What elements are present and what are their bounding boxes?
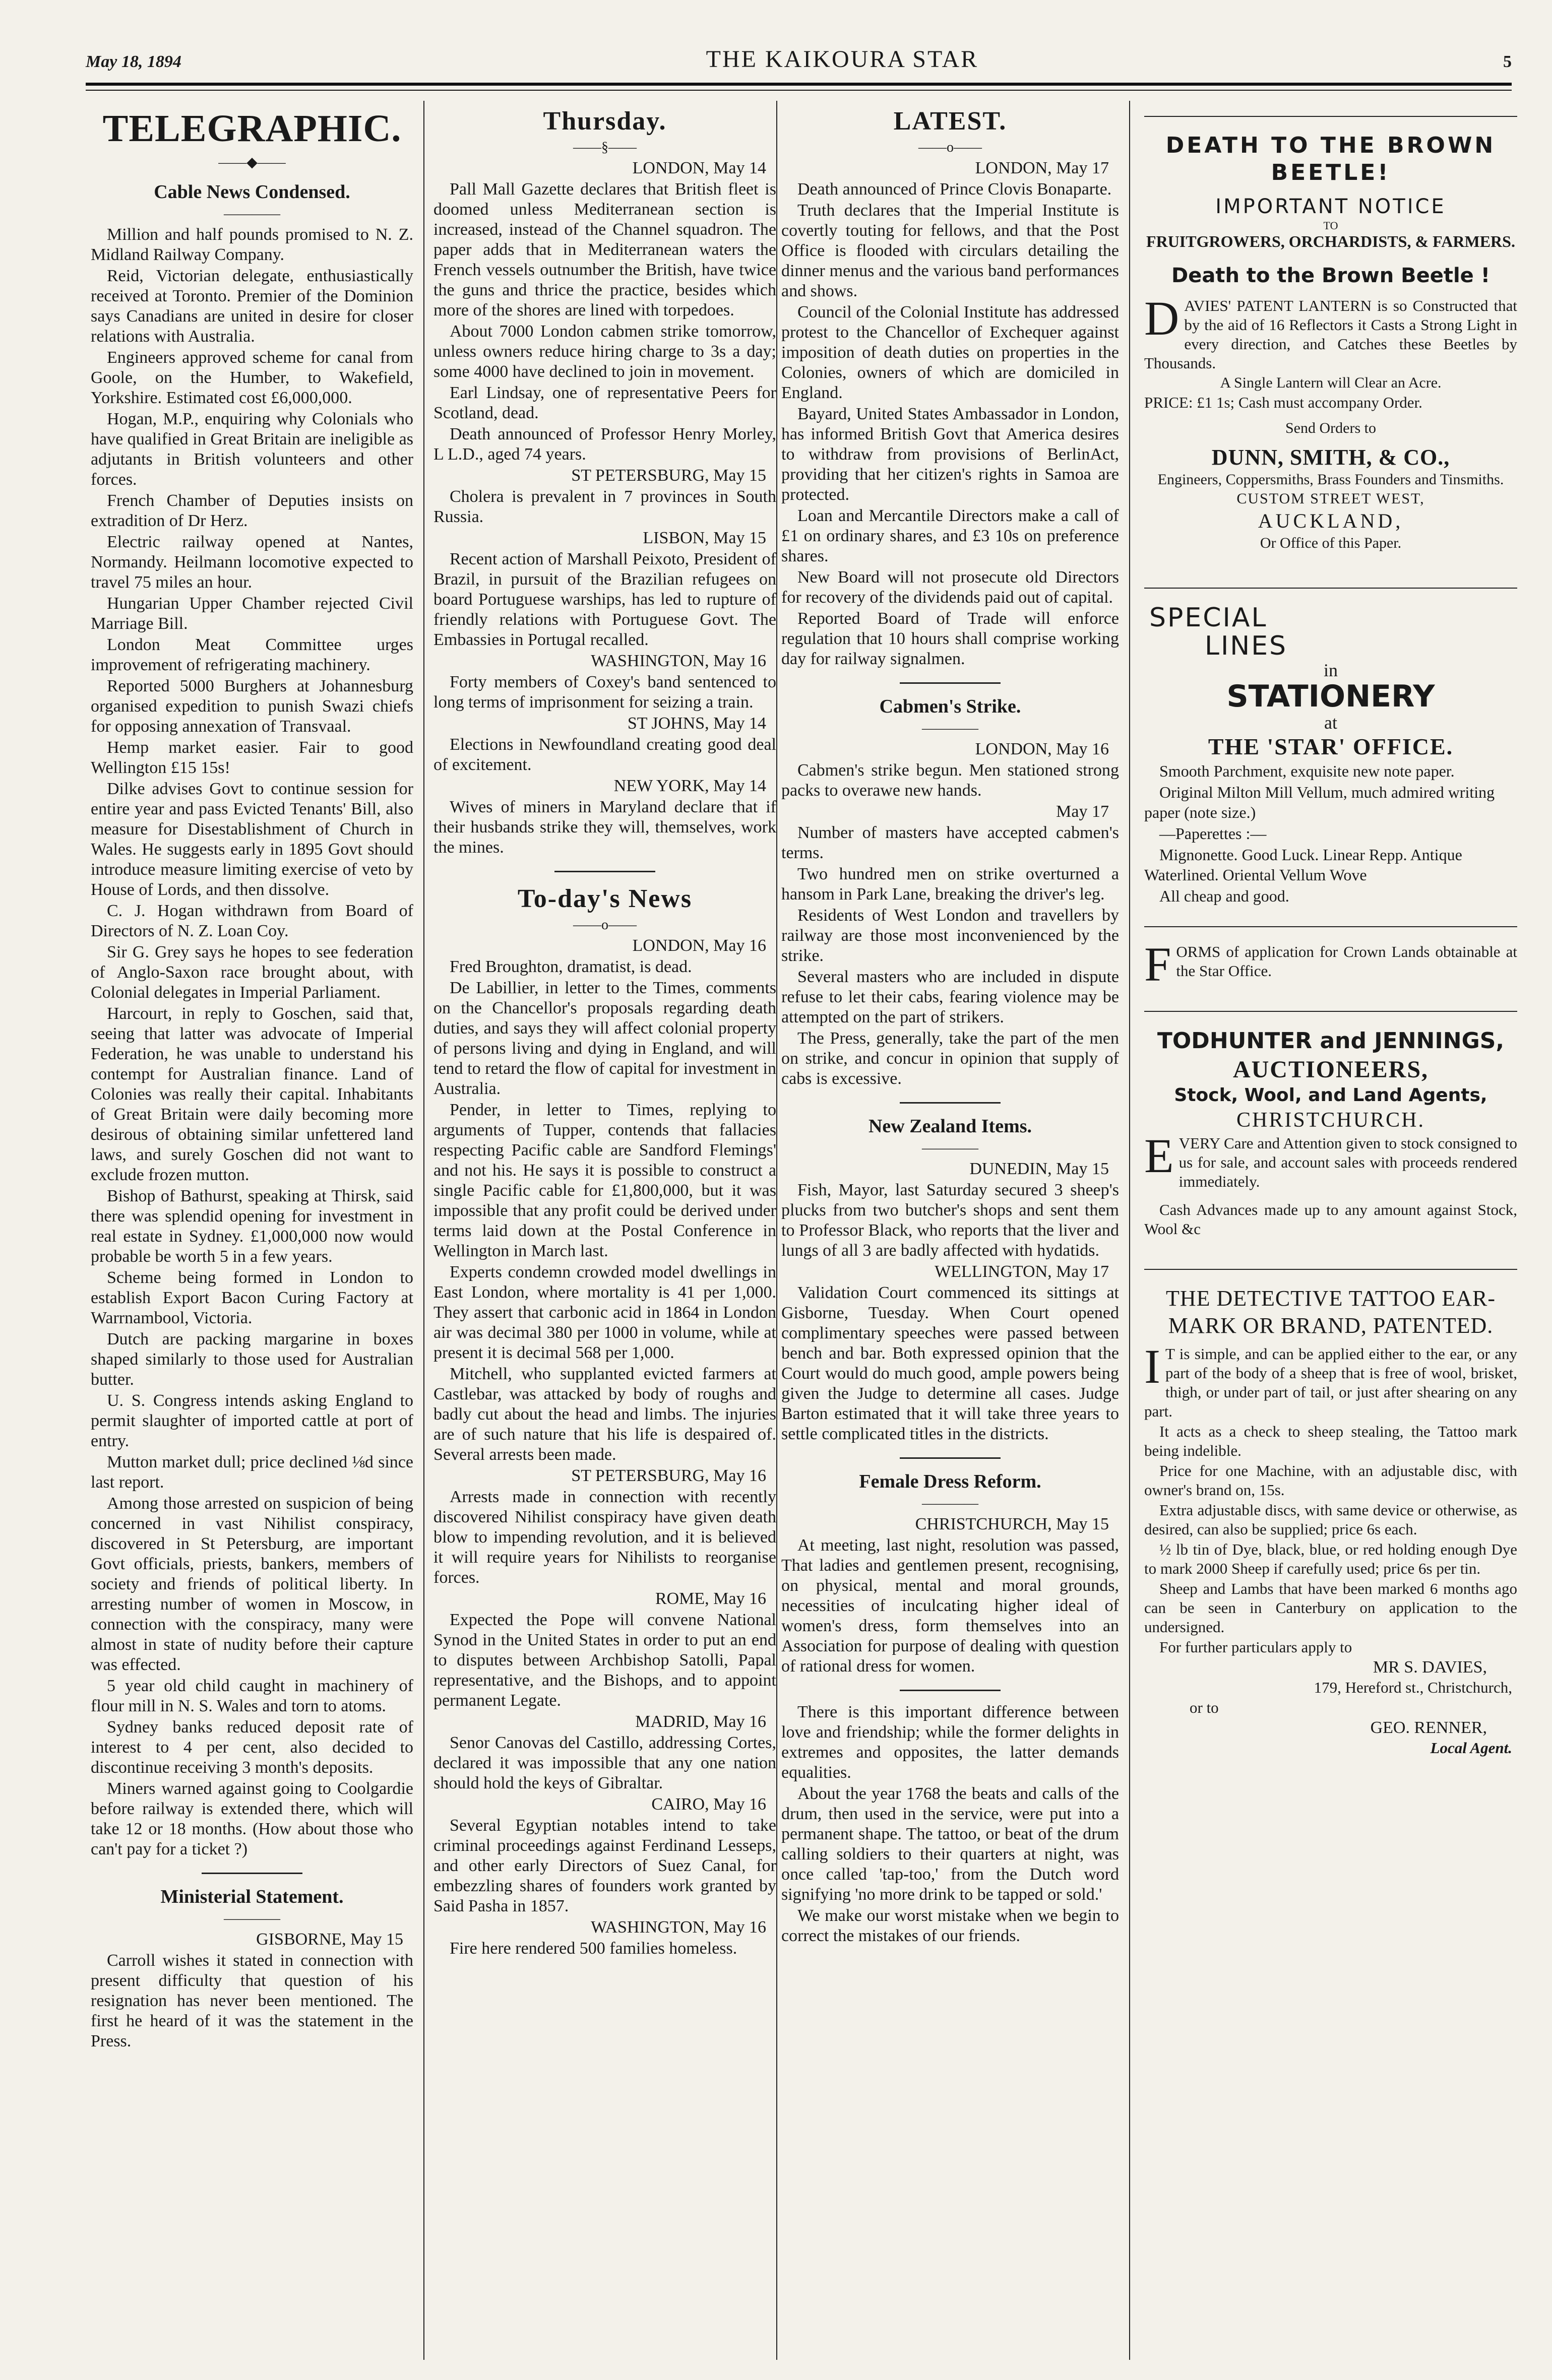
ad-body-text: AVIES' PATENT LANTERN is so Constructed that by the aid of 16 Reflectors it Casts a Strong Light in every direction, and Catches these Beetles by Thousands. <box>1144 297 1517 372</box>
ad-agents: Stock, Wool, and Land Agents, <box>1174 1085 1487 1106</box>
section-heading-telegraphic: TELEGRAPHIC. <box>102 107 402 150</box>
ad-line: A Single Lantern will Clear an Acre. <box>1220 374 1442 391</box>
article-paragraph: Truth declares that the Imperial Institute is covertly touting for fellows, and that the Post Office is flooded with circulars detailing the dinner menus and the various band performances and shows. <box>781 201 1119 300</box>
ad-body-text: VERY Care and Attention given to stock consigned to us for sale, and account sales with proceeds rendered immediately. <box>1178 1134 1517 1190</box>
article-paragraph: Reported 5000 Burghers at Johannesburg organised expedition to punish Swazi chiefs for opposing annexation of Transvaal. <box>91 677 413 736</box>
ad-rule <box>1144 926 1517 927</box>
article-paragraph: Residents of West London and travellers by railway are those most inconvenienced by the strike. <box>781 906 1119 965</box>
article-paragraph: We make our worst mistake when we begin to correct the mistakes of our friends. <box>781 1906 1119 1945</box>
stationery-items <box>1144 761 1517 906</box>
ad-beetle-body <box>1144 291 1517 373</box>
dateline: LONDON, May 14 <box>632 159 766 177</box>
article-paragraph: Electric railway opened at Nantes, Normandy. Heilmann locomotive expected to travel 75 miles an hour. <box>91 533 413 592</box>
ad-contact-name: MR S. DAVIES, <box>1373 1658 1487 1677</box>
ad-beetle-headline: Death to the Brown Beetle ! <box>1171 264 1490 287</box>
ad-beetle-title: DEATH TO THE BROWN BEETLE! <box>1165 133 1496 185</box>
column-latest <box>781 101 1119 2365</box>
ad-crown-lands <box>1144 937 1517 991</box>
newspaper-title: THE KAIKOURA STAR <box>706 46 979 73</box>
article-paragraph: Forty members of Coxey's band sentenced to long terms of imprisonment for seizing a train. <box>433 673 776 712</box>
ad-in: in <box>1323 660 1338 680</box>
ad-important-notice: IMPORTANT NOTICE <box>1215 195 1446 218</box>
ad-audience: FRUITGROWERS, ORCHARDISTS, & FARMERS. <box>1146 232 1515 250</box>
section-heading-latest: LATEST. <box>893 107 1007 136</box>
ornament-divider: ———— <box>922 1140 978 1156</box>
ad-tattoo-p: Sheep and Lambs that have been marked 6 months ago can be seen in Canterbury on application to the undersigned. <box>1144 1580 1517 1636</box>
section-rule <box>900 1457 1001 1459</box>
article-paragraph: London Meat Committee urges improvement of refrigerating machinery. <box>91 635 413 674</box>
masthead-rule <box>86 90 1512 91</box>
ad-tattoo-body <box>1144 1339 1517 1421</box>
subheading-cabmen: Cabmen's Strike. <box>879 696 1021 717</box>
ad-send: Send Orders to <box>1285 420 1376 436</box>
ad-tattoo-p: ½ lb tin of Dye, black, blue, or red holding enough Dye to mark 2000 Sheep if carefully used; price 6s per tin. <box>1144 1540 1517 1577</box>
drop-cap: F <box>1144 937 1171 991</box>
ad-special: SPECIAL <box>1149 603 1268 633</box>
masthead <box>86 45 1512 86</box>
article-paragraph: New Board will not prosecute old Directors for recovery of the dividends paid out of capital. <box>781 568 1119 607</box>
subheading-female-dress: Female Dress Reform. <box>859 1471 1041 1492</box>
ornament-divider: ——o—— <box>918 140 982 155</box>
stationery-item: All cheap and good. <box>1159 887 1289 905</box>
stationery-item: Original Milton Mill Vellum, much admired writing paper (note size.) <box>1144 783 1495 821</box>
column-divider <box>1129 101 1130 2360</box>
article-paragraph: Mitchell, who supplanted evicted farmers at Castlebar, was attacked by body of roughs and badly cut about the head and limbs. The injuries are of such nature that his life is despaired of. Several arrests been made. <box>433 1365 776 1464</box>
article-paragraph: Among those arrested on suspicion of being concerned in vast Nihilist conspiracy, discovered in St Petersburg, are important Govt officials, priests, bankers, members of society and friends of political liberty. In arresting number of women in Moscow, in connection with the conspiracy, many were almost in state of nudity before their capture was effected. <box>91 1494 413 1674</box>
article-paragraph: There is this important difference between love and friendship; while the former delights in extremes and opposites, the latter demands equalities. <box>781 1703 1119 1782</box>
dateline: WASHINGTON, May 16 <box>591 652 766 670</box>
page-number: 5 <box>1503 52 1512 71</box>
ad-stationery: STATIONERY <box>1226 679 1435 714</box>
telegraphic-items <box>91 225 413 1859</box>
ad-tattoo-p: Price for one Machine, with an adjustable disc, with owner's brand on, 15s. <box>1144 1462 1517 1499</box>
dateline: LONDON, May 16 <box>975 740 1109 758</box>
article-paragraph: Miners warned against going to Coolgardie before railway is extended there, which will take 12 or 18 months. (How about those who can't pay for a ticket ?) <box>91 1779 413 1858</box>
ornament-divider: ——§—— <box>573 140 637 155</box>
article-paragraph: Number of masters have accepted cabmen's terms. <box>781 823 1119 862</box>
drop-cap: I <box>1144 1339 1160 1393</box>
article-paragraph: Death announced of Professor Henry Morley, L L.D., aged 74 years. <box>433 425 776 464</box>
ad-tattoo-title: THE DETECTIVE TATTOO EAR-MARK OR BRAND, PATENTED. <box>1165 1286 1496 1338</box>
ad-tattoo-p: Extra adjustable discs, with same device or otherwise, as desired, can also be supplied; price 6s each. <box>1144 1501 1517 1538</box>
stationery-item: Smooth Parchment, exquisite new note paper. <box>1159 762 1455 780</box>
article-paragraph: C. J. Hogan withdrawn from Board of Directors of N. Z. Loan Coy. <box>91 902 413 940</box>
article-paragraph: Fred Broughton, dramatist, is dead. <box>450 957 692 976</box>
article-paragraph: About the year 1768 the beats and calls of the drum, then used in the service, were put into a permanent shape. The tattoo, or beat of the drum calling soldiers to their quarters at night, was once called 'tap-too,' from the Dutch word signifying 'no more drink to be tapped or sold.' <box>781 1784 1119 1904</box>
dateline: WASHINGTON, May 16 <box>591 1918 766 1937</box>
article-paragraph: Several masters who are included in dispute refuse to let their cabs, fearing violence may be attempted on the part of strikers. <box>781 968 1119 1026</box>
section-rule <box>202 1873 302 1874</box>
ad-todhunter-name: TODHUNTER and JENNINGS, <box>1157 1028 1505 1054</box>
article-paragraph: Dutch are packing margarine in boxes shaped similarly to those used for Australian butter. <box>91 1330 413 1389</box>
dateline: CHRISTCHURCH, May 15 <box>915 1515 1109 1533</box>
article-paragraph: Pender, in letter to Times, replying to arguments of Tupper, contends that fallacies respecting Pacific cable are Sandford Flemings' and not his. He says it is possible to construct a single Pacific cable for £1,800,000, but it was impossible that any profit could be derived under terms laid down at the Postal Conference in Wellington in March last. <box>433 1101 776 1260</box>
article-paragraph: Fire here rendered 500 families homeless. <box>450 1939 737 1958</box>
article-paragraph: French Chamber of Deputies insists on extradition of Dr Herz. <box>91 491 413 530</box>
subheading-ministerial: Ministerial Statement. <box>160 1886 344 1907</box>
column-divider <box>423 101 424 2360</box>
stationery-item: —Paperettes :— <box>1159 824 1267 843</box>
article-paragraph: Scheme being formed in London to establish Export Bacon Curing Factory at Warrnambool, Victoria. <box>91 1268 413 1327</box>
ad-office: Or Office of this Paper. <box>1260 535 1402 551</box>
ornament-divider: ———— <box>922 721 978 736</box>
dateline: LONDON, May 17 <box>975 159 1109 177</box>
article-paragraph: De Labillier, in letter to the Times, comments on the Chancellor's proposals regarding death duties, and says they will affect colonial property of persons living and dying in England, and will tend to retard the flow of capital for investment in Australia. <box>433 979 776 1098</box>
article-paragraph: Two hundred men on strike overturned a hansom in Park Lane, breaking the driver's leg. <box>781 865 1119 904</box>
section-rule <box>900 682 1001 684</box>
subheading-nz-items: New Zealand Items. <box>868 1116 1032 1137</box>
article-paragraph: Arrests made in connection with recently discovered Nihilist conspiracy have given death blow to impending revolution, and it is believed it will require years for Nihilists to reorganise forces. <box>433 1488 776 1587</box>
ad-agent-name: GEO. RENNER, <box>1370 1718 1487 1737</box>
article-paragraph: Council of the Colonial Institute has addressed protest to the Chancellor of Exchequer against imposition of death duties on properties in the Colonies, owners of which are domiciled in England. <box>781 303 1119 402</box>
article-paragraph: Recent action of Marshall Peixoto, President of Brazil, in pursuit of the Brazilian refugees on board Portuguese warships, has led to rupture of friendly relations with Portuguese Govt. The Embassies in Portugal recalled. <box>433 550 776 649</box>
column-telegraphic <box>91 101 413 2365</box>
article-paragraph: Million and half pounds promised to N. Z. Midland Railway Company. <box>91 225 413 264</box>
dateline: DUNEDIN, May 15 <box>969 1160 1109 1178</box>
article-paragraph: Cabmen's strike begun. Men stationed strong packs to overawe new hands. <box>781 761 1119 800</box>
article-paragraph: Earl Lindsay, one of representative Peers for Scotland, dead. <box>433 383 776 422</box>
ad-contact-address: 179, Hereford st., Christchurch, <box>1314 1679 1512 1696</box>
column-thursday <box>433 101 776 2365</box>
article-paragraph: Experts condemn crowded model dwellings in East London, where mortality is 41 per 1,000. They assert that carbonic acid in 1864 in London air was decimal 380 per 1000 in volume, while at present it is decimal 568 per 1,000. <box>433 1263 776 1362</box>
article-paragraph: 5 year old child caught in machinery of flour mill in N. S. Wales and torn to atoms. <box>91 1677 413 1715</box>
ad-or: or to <box>1190 1699 1219 1716</box>
latest-items <box>781 158 1119 669</box>
article-paragraph: Loan and Mercantile Directors make a call of £1 on ordinary shares, and £3 10s on preference shares. <box>781 506 1119 565</box>
ad-city: AUCKLAND, <box>1258 509 1404 532</box>
article-paragraph: Dilke advises Govt to continue session for entire year and pass Evicted Tenants' Bill, also measure for Disestablishment of Church in Wales. He suggests early in 1895 Govt should introduce measure limiting exercise of veto by House of Lords, and then dissolve. <box>91 780 413 899</box>
dateline: LISBON, May 15 <box>643 529 766 547</box>
article-paragraph: Death announced of Prince Clovis Bonaparte. <box>797 180 1112 199</box>
section-rule <box>900 1690 1001 1691</box>
dateline: ST PETERSBURG, May 15 <box>571 466 766 485</box>
nz-items <box>781 1159 1119 1444</box>
drop-cap: E <box>1144 1129 1174 1183</box>
issue-date: May 18, 1894 <box>86 52 181 71</box>
section-heading-thursday: Thursday. <box>543 107 667 136</box>
dateline: GISBORNE, May 15 <box>256 1930 403 1949</box>
ad-rule <box>1144 1011 1517 1012</box>
article-paragraph: Hungarian Upper Chamber rejected Civil Marriage Bill. <box>91 594 413 633</box>
article-paragraph: At meeting, last night, resolution was passed, That ladies and gentlemen present, recognising, on physical, mental and moral grounds, necessities of inculcating higher ideal of women's dress, form themselves into an Association for purpose of dealing with question of rational dress for women. <box>781 1536 1119 1676</box>
miscellany-items <box>781 1702 1119 1946</box>
ad-lines: LINES <box>1205 631 1288 661</box>
article-paragraph: Carroll wishes it stated in connection with present difficulty that question of his resignation has never been mentioned. The first he heard of it was the statement in the Press. <box>91 1951 413 2050</box>
article-paragraph: Elections in Newfoundland creating good deal of excitement. <box>433 735 776 774</box>
ad-rule <box>1144 116 1517 117</box>
article-paragraph: Sir G. Grey says he hopes to see federation of Anglo-Saxon race brought about, with Colonial delegates in Imperial Parliament. <box>91 943 413 1002</box>
column-divider <box>776 101 777 2360</box>
ornament-divider: ———— <box>224 206 280 222</box>
article-paragraph: Wives of miners in Maryland declare that if their husbands strike they will, themselves, work the mines. <box>433 798 776 857</box>
dateline: LONDON, May 16 <box>632 936 766 955</box>
dateline: MADRID, May 16 <box>635 1712 766 1731</box>
article-paragraph: Mutton market dull; price declined ⅛d since last report. <box>91 1453 413 1492</box>
article-paragraph: Validation Court commenced its sittings at Gisborne, Tuesday. When Court opened complimentary speeches were passed between bench and bar. Both expressed opinion that the Court would do much good, ample powers being given the Judge to determine all cases. Judge Barton estimated that it will take three years to settle complicated titles in the districts. <box>781 1283 1119 1443</box>
article-paragraph: U. S. Congress intends asking England to permit slaughter of imported cattle at port of entry. <box>91 1391 413 1450</box>
ad-address: CUSTOM STREET WEST, <box>1236 490 1425 507</box>
ad-rule <box>1144 1269 1517 1270</box>
ad-trade: Engineers, Coppersmiths, Brass Founders and Tinsmiths. <box>1157 471 1504 488</box>
ad-price: PRICE: £1 1s; Cash must accompany Order. <box>1144 394 1422 411</box>
section-heading-todays-news: To-day's News <box>517 884 693 913</box>
ad-firm-name: DUNN, SMITH, & CO., <box>1211 445 1450 470</box>
article-paragraph: Hogan, M.P., enquiring why Colonials who have qualified in Great Britain are ineligible as adjutants in British volunteers and other forces. <box>91 410 413 489</box>
ad-tattoo-p: For further particulars apply to <box>1159 1638 1352 1656</box>
article-paragraph: Engineers approved scheme for canal from Goole, on the Humber, to Wakefield, Yorkshire. Estimated cost £6,000,000. <box>91 348 413 407</box>
article-paragraph: Expected the Pope will convene National Synod in the United States in order to put an end to disputes between Archbishop Satolli, Papal representative, and the Bishops, and to appoint permanent Legate. <box>433 1611 776 1710</box>
ad-star-office: THE 'STAR' OFFICE. <box>1208 734 1454 759</box>
article-paragraph: Sydney banks reduced deposit rate of interest to 4 per cent, also decided to discontinue receiving 3 month's deposits. <box>91 1718 413 1777</box>
ornament-divider: ———— <box>224 1911 280 1926</box>
ad-body-text: ORMS of application for Crown Lands obtainable at the Star Office. <box>1176 943 1517 980</box>
article-paragraph: Bayard, United States Ambassador in London, has informed British Govt that America desires to withdraw from provisions of BerlinAct, providing that her citizen's rights in Samoa are protected. <box>781 405 1119 504</box>
ad-tattoo-p: It acts as a check to sheep stealing, the Tattoo mark being indelible. <box>1144 1423 1517 1459</box>
ornament-divider: ——◆—— <box>218 155 286 170</box>
ornament-divider: ———— <box>922 1496 978 1511</box>
ad-agent-role: Local Agent. <box>1430 1739 1512 1757</box>
article-paragraph: Several Egyptian notables intend to take criminal proceedings against Ferdinand Lesseps, and other early Directors of Suez Canal, for embezzling shares of founders work granted by Said Pasha in 1857. <box>433 1816 776 1915</box>
ad-cash-advances: Cash Advances made up to any amount against Stock, Wool &c <box>1144 1201 1517 1238</box>
drop-cap: D <box>1144 291 1179 345</box>
stationery-item: Mignonette. Good Luck. Linear Repp. Antique Waterlined. Oriental Vellum Wove <box>1144 846 1462 884</box>
column-advertisements <box>1144 101 1517 2365</box>
article-paragraph: Bishop of Bathurst, speaking at Thirsk, said there was splendid opening for investment in real estate in Sydney. £1,000,000 now would probable be worth 5 in a few years. <box>91 1187 413 1266</box>
section-rule <box>900 1102 1001 1104</box>
ad-at: at <box>1324 713 1337 733</box>
section-rule <box>554 871 655 872</box>
thursday-items <box>433 158 776 858</box>
cabmen-items <box>781 739 1119 1089</box>
ad-auctioneers: AUCTIONEERS, <box>1232 1056 1429 1083</box>
subheading-cable-news: Cable News Condensed. <box>154 181 350 203</box>
article-paragraph: Pall Mall Gazette declares that British fleet is doomed unless Mediterranean section is increased, instead of the Channel squadron. The paper adds that in Mediterranean waters the French vessels outnumber the British, have twice the guns and thrice the practice, besides which more of the shores are lined with torpedoes. <box>433 180 776 319</box>
article-paragraph: Reid, Victorian delegate, enthusiastically received at Toronto. Premier of the Dominion says Canadians are united in desire for closer relations with Australia. <box>91 267 413 346</box>
dateline: ROME, May 16 <box>655 1589 766 1608</box>
dateline: CAIRO, May 16 <box>651 1795 766 1814</box>
dateline: ST PETERSBURG, May 16 <box>571 1466 766 1485</box>
article-paragraph: Hemp market easier. Fair to good Wellington £15 15s! <box>91 738 413 777</box>
dateline: ST JOHNS, May 14 <box>627 714 766 733</box>
ad-body-text: T is simple, and can be applied either to the ear, or any part of the body of a sheep that is free of wool, brisket, thigh, or under part of tail, or just after shearing on any part. <box>1144 1345 1517 1420</box>
article-paragraph: Reported Board of Trade will enforce regulation that 10 hours shall comprise working day for railway signalmen. <box>781 609 1119 668</box>
article-paragraph: Cholera is prevalent in 7 provinces in South Russia. <box>433 487 776 526</box>
article-paragraph: The Press, generally, take the part of the men on strike, and concur in opinion that supply of cabs is excessive. <box>781 1029 1119 1088</box>
dateline: May 17 <box>1056 802 1109 821</box>
article-paragraph: Harcourt, in reply to Goschen, said that, seeing that latter was advocate of Imperial Federation, he was unable to understand his contempt for Australian finance. Land of Colonies was really their capital. Inhabitants of Great Britain were daily becoming more desirous of obtaining similar unfettered land laws, and surely Goschen did not want to exclude frozen mutton. <box>91 1004 413 1184</box>
ad-rule <box>1144 588 1517 589</box>
ad-todhunter-body <box>1144 1129 1517 1191</box>
dateline: WELLINGTON, May 17 <box>935 1262 1109 1281</box>
article-paragraph: Senor Canovas del Castillo, addressing Cortes, declared it was impossible that any one nation should hold the keys of Gibraltar. <box>433 1733 776 1792</box>
ad-city: CHRISTCHURCH. <box>1236 1109 1425 1132</box>
ad-to: TO <box>1323 219 1338 232</box>
article-paragraph: Fish, Mayor, last Saturday secured 3 sheep's plucks from two butcher's shops and sent them to Professor Black, who reports that the liver and lungs of all 3 are badly affected with hydatids. <box>781 1181 1119 1260</box>
dateline: NEW YORK, May 14 <box>613 777 766 795</box>
ornament-divider: ——o—— <box>573 917 637 933</box>
article-paragraph: About 7000 London cabmen strike tomorrow, unless owners reduce hiring charge to 3s a day; some 4000 have declined to join in movement. <box>433 322 776 381</box>
todays-news-items <box>433 936 776 1959</box>
